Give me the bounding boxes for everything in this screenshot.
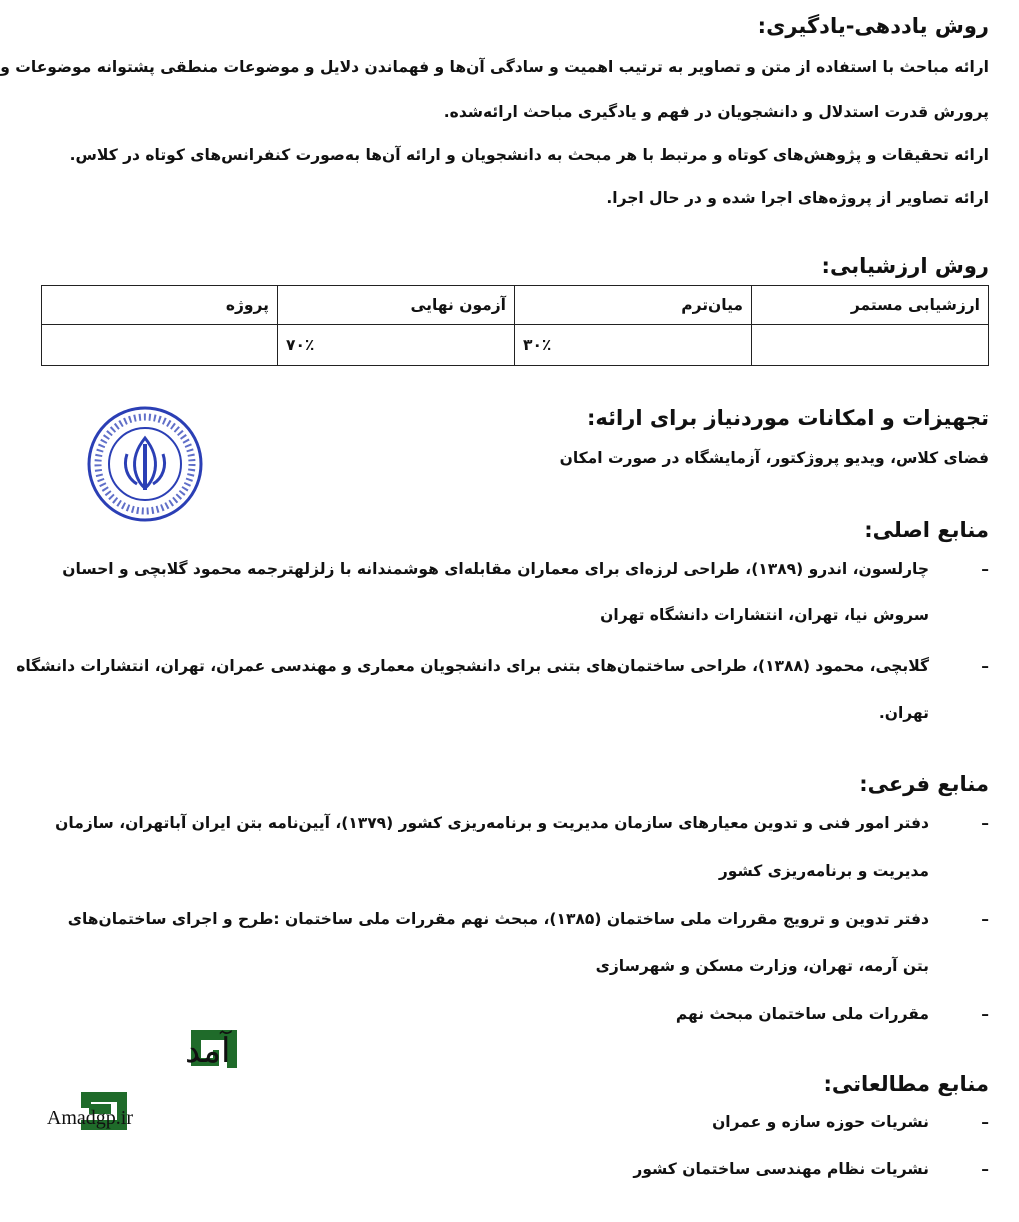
logo-site: Amadgp.ir — [46, 1107, 133, 1129]
bullet-dash: – — [981, 1160, 989, 1178]
study-source-1: نشریات حوزه سازه و عمران — [712, 1113, 929, 1131]
bullet-dash: – — [981, 560, 989, 578]
equipment-heading: تجهیزات و امکانات موردنیاز برای ارائه: — [587, 406, 989, 430]
eval-value-final: ۷۰٪ — [278, 325, 515, 366]
teaching-line-4: ارائه تصاویر از پروژه‌های اجرا شده و در حال اجرا. — [606, 189, 989, 207]
evaluation-header-row — [42, 286, 989, 325]
main-source-1-line-2: سروش نیا، تهران، انتشارات دانشگاه تهران — [600, 606, 929, 624]
equipment-text: فضای کلاس، ویدیو پروژکتور، آزمایشگاه در صورت امکان — [559, 449, 989, 467]
evaluation-table — [41, 285, 989, 366]
eval-header-midterm: میان‌ترم — [515, 286, 752, 325]
teaching-line-3: ارائه تحقیقات و پژوهش‌های کوتاه و مرتبط با هر مبحث به دانشجویان و ارائه آن‌ها به‌صورت کنفرانس‌های کوتاه در کلاس. — [69, 146, 989, 164]
eval-value-midterm: ۳۰٪ — [515, 325, 752, 366]
eval-value-continuous — [752, 325, 989, 366]
eval-header-project: پروژه — [42, 286, 278, 325]
secondary-source-1-line-2: مدیریت و برنامه‌ریزی کشور — [718, 862, 929, 880]
eval-value-project — [42, 325, 278, 366]
secondary-source-2-line-2: بتن آرمه، تهران، وزارت مسکن و شهرسازی — [595, 957, 929, 975]
secondary-source-3: مقررات ملی ساختمان مبحث نهم — [675, 1005, 929, 1023]
evaluation-heading: روش ارزشیابی: — [821, 254, 989, 278]
study-source-2: نشریات نظام مهندسی ساختمان کشور — [633, 1160, 929, 1178]
secondary-source-1-line-1: دفتر امور فنی و تدوین معیارهای سازمان مدیریت و برنامه‌ریزی کشور (۱۳۷۹)، آیین‌نامه بتن ایران آباتهران، سازمان — [55, 814, 929, 832]
seal-stamp-icon — [85, 404, 205, 524]
bullet-dash: – — [981, 657, 989, 675]
bullet-dash: – — [981, 814, 989, 832]
main-sources-heading: منابع اصلی: — [864, 518, 989, 542]
teaching-line-2: پرورش قدرت استدلال و دانشجویان در فهم و یادگیری مباحث ارائه‌شده. — [443, 103, 989, 121]
eval-header-continuous: ارزشیابی مستمر — [752, 286, 989, 325]
evaluation-value-row — [42, 325, 989, 366]
bullet-dash: – — [981, 1005, 989, 1023]
amad-logo — [46, 1024, 247, 1134]
bullet-dash: – — [981, 910, 989, 928]
secondary-source-2-line-1: دفتر تدوین و ترویج مقررات ملی ساختمان (۱۳۸۵)، مبحث نهم مقررات ملی ساختمان :طرح و اجرای ساختمان‌های — [67, 910, 929, 928]
main-source-2-line-1: گلابچی، محمود (۱۳۸۸)، طراحی ساختمان‌های بتنی برای دانشجویان معماری و مهندسی عمران، تهران، انتشارات دانشگاه — [16, 657, 929, 675]
eval-header-final: آزمون نهایی — [278, 286, 515, 325]
logo-text: آمد — [185, 1031, 231, 1071]
teaching-line-1: ارائه مباحث با استفاده از متن و تصاویر به ترتیب اهمیت و سادگی آن‌ها و فهماندن دلایل و موضوعات منطقی پشتوانه موضوعات و — [0, 58, 989, 76]
main-source-2-line-2: تهران. — [878, 704, 929, 722]
main-source-1-line-1: چارلسون، اندرو (۱۳۸۹)، طراحی لرزه‌ای برای معماران مقابله‌ای هوشمندانه با زلزلهترجمه محمود گلابچی و احسان — [62, 560, 929, 578]
bullet-dash: – — [981, 1113, 989, 1131]
study-sources-heading: منابع مطالعاتی: — [823, 1072, 989, 1096]
teaching-heading: روش یاددهی-یادگیری: — [757, 14, 989, 38]
secondary-sources-heading: منابع فرعی: — [859, 772, 989, 796]
